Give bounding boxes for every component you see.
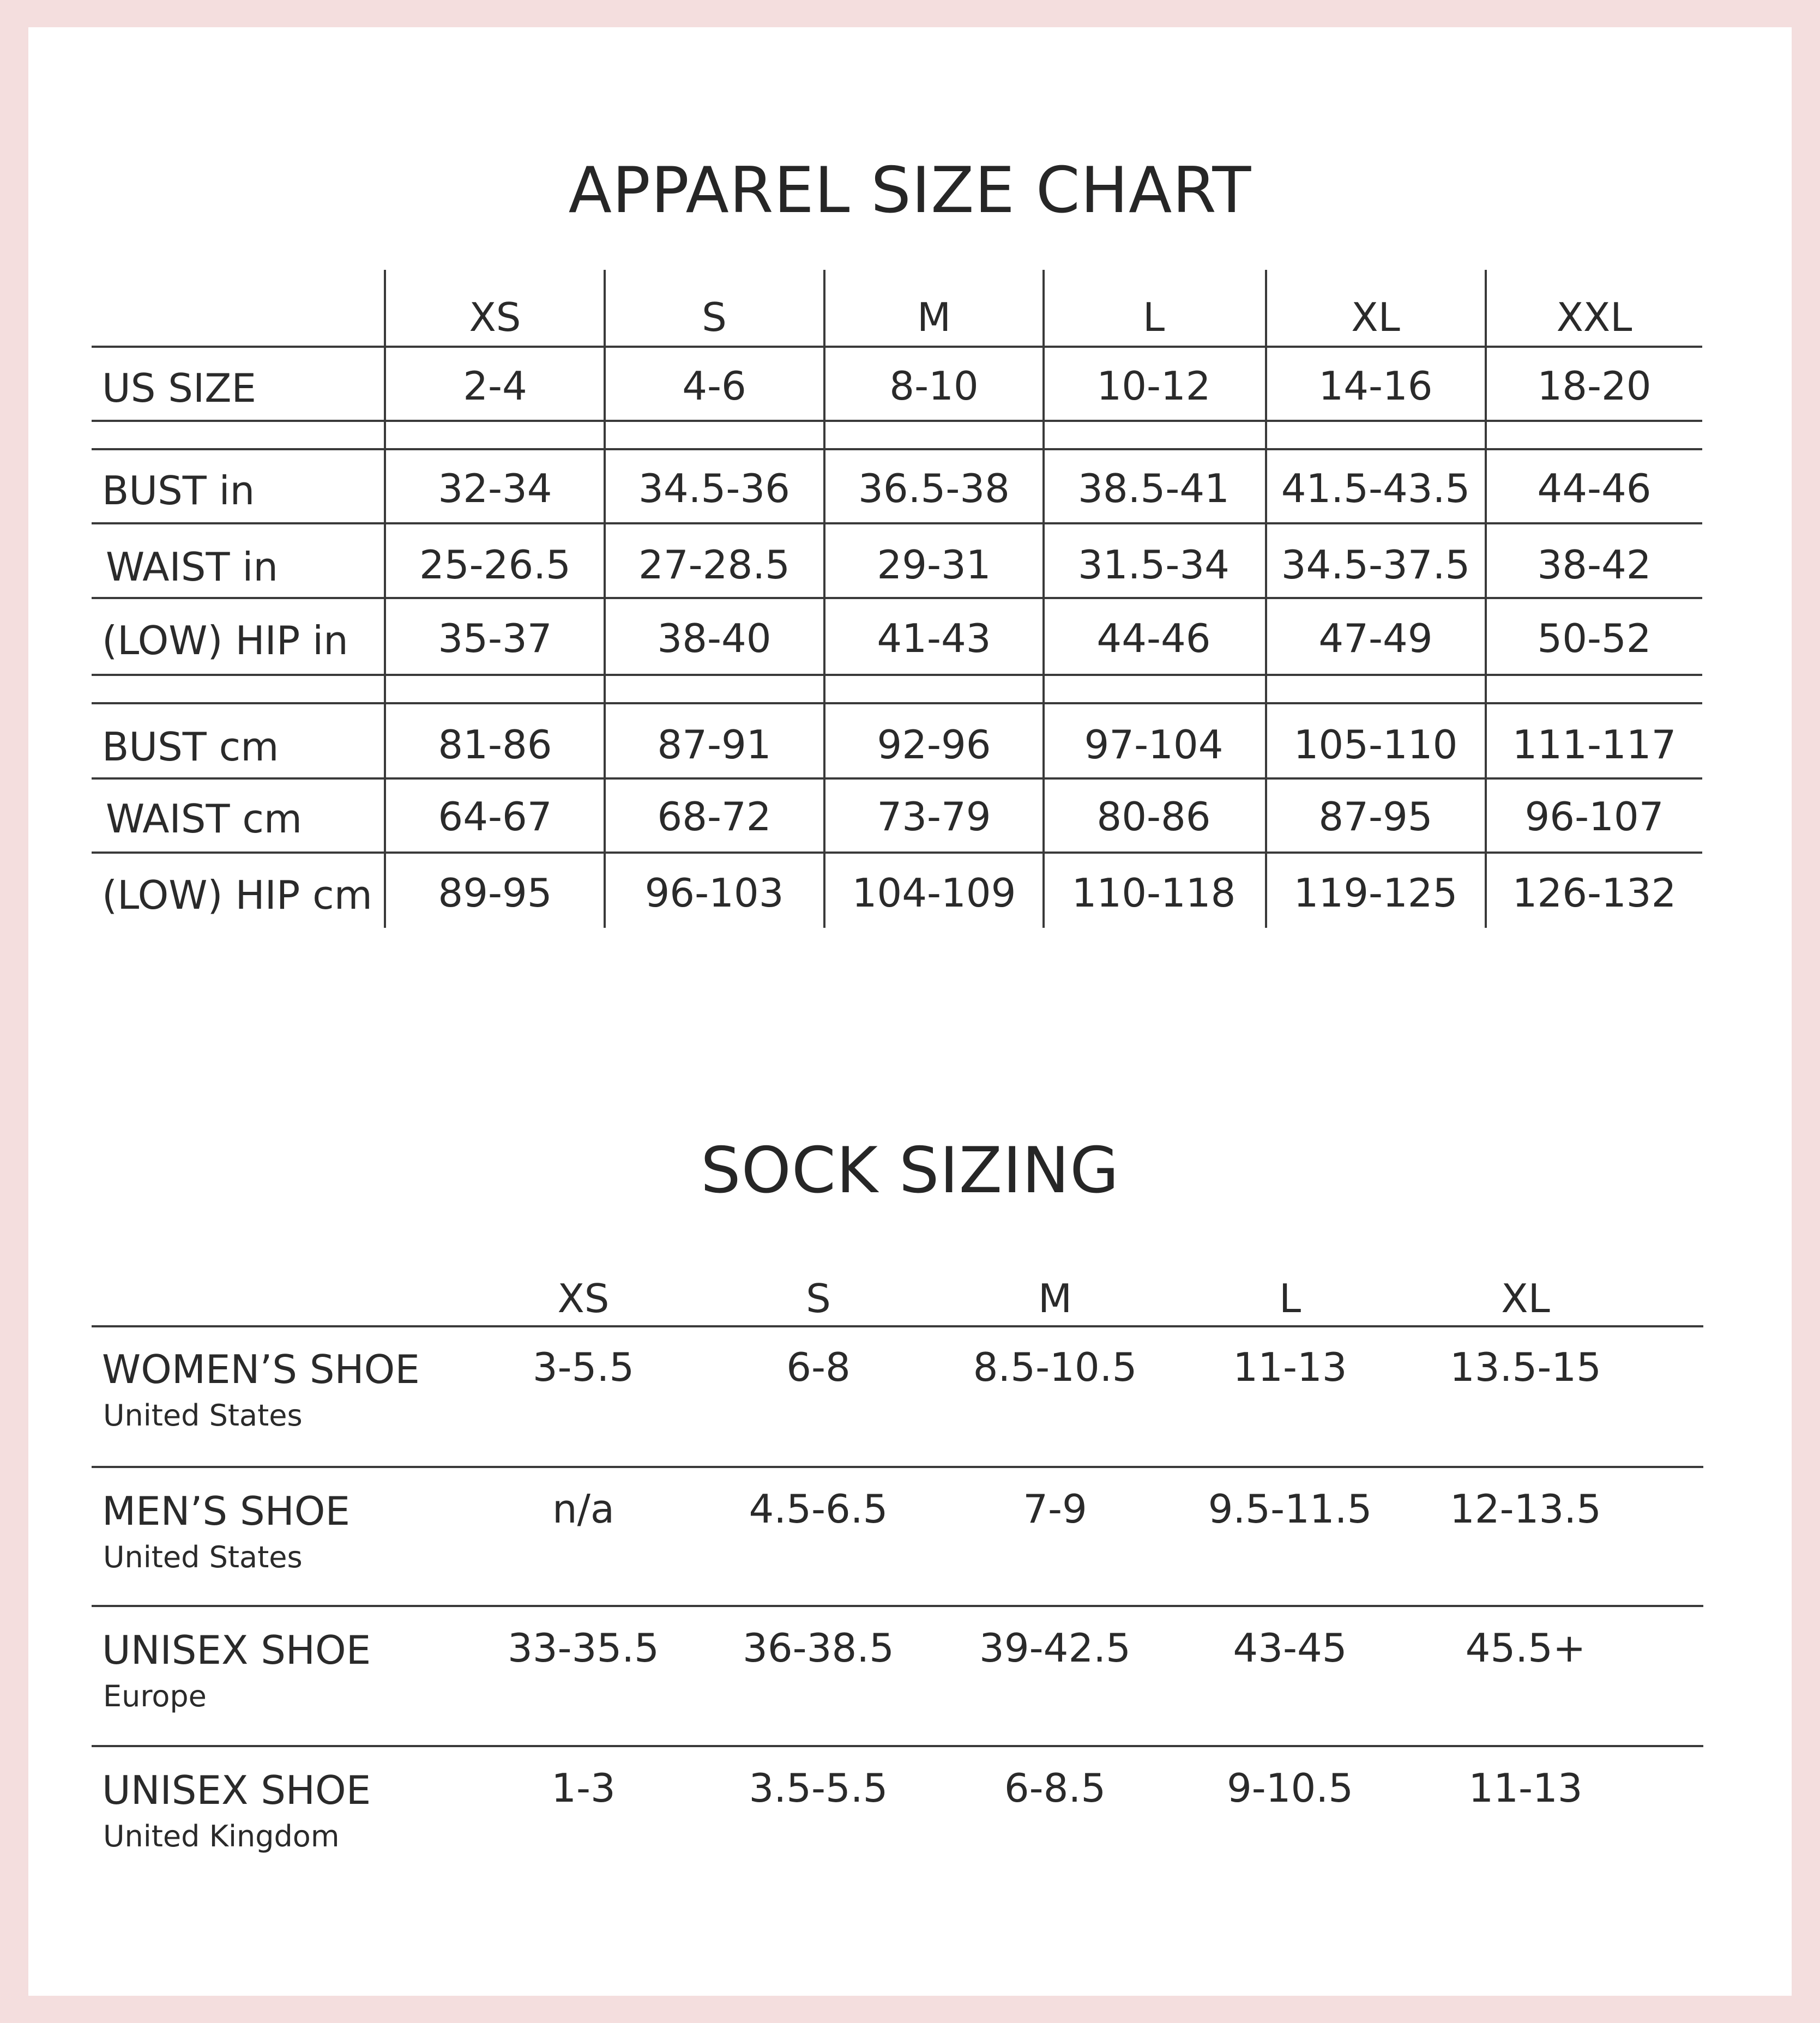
size-value: 9.5-11.5 (1208, 1486, 1372, 1532)
size-value: 87-95 (1318, 794, 1433, 840)
size-value: 31.5-34 (1078, 542, 1230, 588)
table-rule (92, 1605, 1703, 1607)
row-label: (LOW) HIP cm (102, 872, 372, 918)
row-label: BUST in (102, 468, 255, 514)
size-header: S (702, 294, 727, 340)
size-value: 119-125 (1293, 870, 1458, 916)
apparel-title: APPAREL SIZE CHART (568, 154, 1252, 227)
table-rule (92, 702, 1702, 704)
size-value: 25-26.5 (419, 542, 571, 588)
row-label: WAIST in (106, 544, 278, 590)
size-header: L (1142, 294, 1165, 340)
size-value: 73-79 (877, 794, 991, 840)
row-label: BUST cm (102, 724, 279, 770)
sock-title: SOCK SIZING (700, 1134, 1120, 1207)
size-value: 34.5-36 (638, 466, 790, 511)
row-label: MEN’S SHOE (102, 1488, 350, 1534)
size-guide-card (28, 27, 1792, 1996)
size-header: XS (557, 1276, 610, 1321)
size-value: 92-96 (877, 722, 991, 768)
size-value: 38.5-41 (1078, 466, 1230, 511)
row-label: UNISEX SHOE (102, 1627, 371, 1673)
size-value: n/a (552, 1486, 614, 1532)
table-rule (92, 346, 1702, 348)
size-value: 41-43 (877, 615, 991, 661)
size-value: 41.5-43.5 (1281, 466, 1471, 511)
size-value: 105-110 (1293, 722, 1458, 768)
size-value: 89-95 (438, 870, 552, 916)
size-value: 50-52 (1537, 615, 1652, 661)
size-value: 12-13.5 (1450, 1486, 1601, 1532)
size-value: 11-13 (1233, 1344, 1347, 1390)
size-value: 1-3 (551, 1765, 616, 1811)
size-value: 97-104 (1084, 722, 1224, 768)
size-value: 43-45 (1233, 1625, 1347, 1671)
row-label: US SIZE (102, 365, 257, 411)
table-rule (92, 597, 1702, 599)
size-value: 87-91 (657, 722, 772, 768)
size-value: 44-46 (1537, 466, 1652, 511)
size-header: M (1038, 1276, 1072, 1321)
table-rule (92, 1466, 1703, 1468)
size-value: 32-34 (438, 466, 552, 511)
row-label: WOMEN’S SHOE (102, 1346, 420, 1392)
size-value: 18-20 (1537, 363, 1652, 409)
table-rule (92, 1325, 1703, 1327)
table-rule (92, 674, 1702, 676)
size-header: XXL (1556, 294, 1632, 340)
size-value: 3.5-5.5 (749, 1765, 888, 1811)
size-value: 36-38.5 (743, 1625, 894, 1671)
row-label: WAIST cm (106, 796, 303, 842)
size-value: 7-9 (1023, 1486, 1087, 1532)
row-sublabel: United Kingdom (103, 1819, 340, 1853)
row-sublabel: United States (103, 1540, 303, 1574)
size-value: 3-5.5 (532, 1344, 635, 1390)
size-value: 4.5-6.5 (749, 1486, 888, 1532)
size-value: 13.5-15 (1450, 1344, 1601, 1390)
size-header: S (806, 1276, 831, 1321)
size-value: 80-86 (1096, 794, 1211, 840)
size-value: 4-6 (682, 363, 746, 409)
size-value: 34.5-37.5 (1281, 542, 1471, 588)
table-rule (92, 777, 1702, 780)
size-value: 44-46 (1096, 615, 1211, 661)
size-header: L (1279, 1276, 1301, 1321)
size-value: 8-10 (889, 363, 979, 409)
size-header: XS (469, 294, 521, 340)
table-rule (92, 522, 1702, 524)
size-value: 35-37 (438, 615, 552, 661)
table-rule (92, 448, 1702, 450)
size-value: 14-16 (1318, 363, 1433, 409)
row-label: UNISEX SHOE (102, 1767, 371, 1813)
size-value: 39-42.5 (979, 1625, 1131, 1671)
size-value: 45.5+ (1465, 1625, 1586, 1671)
row-sublabel: Europe (103, 1679, 207, 1713)
size-value: 36.5-38 (858, 466, 1010, 511)
table-rule (92, 1745, 1703, 1747)
table-rule (92, 852, 1702, 854)
size-value: 6-8 (786, 1344, 851, 1390)
row-label: (LOW) HIP in (102, 618, 348, 663)
size-header: XL (1351, 294, 1400, 340)
size-value: 47-49 (1318, 615, 1433, 661)
size-value: 9-10.5 (1226, 1765, 1354, 1811)
row-sublabel: United States (103, 1398, 303, 1433)
size-value: 2-4 (463, 363, 527, 409)
size-value: 10-12 (1096, 363, 1211, 409)
size-value: 104-109 (852, 870, 1016, 916)
size-value: 29-31 (877, 542, 991, 588)
size-value: 81-86 (438, 722, 552, 768)
size-value: 27-28.5 (638, 542, 790, 588)
size-value: 96-107 (1524, 794, 1664, 840)
size-value: 38-40 (657, 615, 772, 661)
size-value: 38-42 (1537, 542, 1652, 588)
size-value: 64-67 (438, 794, 552, 840)
table-rule (92, 420, 1702, 422)
size-value: 8.5-10.5 (973, 1344, 1137, 1390)
size-value: 96-103 (644, 870, 784, 916)
size-value: 33-35.5 (508, 1625, 659, 1671)
size-value: 11-13 (1468, 1765, 1583, 1811)
size-value: 110-118 (1071, 870, 1236, 916)
size-value: 68-72 (657, 794, 772, 840)
size-value: 126-132 (1512, 870, 1677, 916)
size-value: 6-8.5 (1004, 1765, 1106, 1811)
size-header: M (917, 294, 951, 340)
size-value: 111-117 (1512, 722, 1677, 768)
size-header: XL (1501, 1276, 1550, 1321)
